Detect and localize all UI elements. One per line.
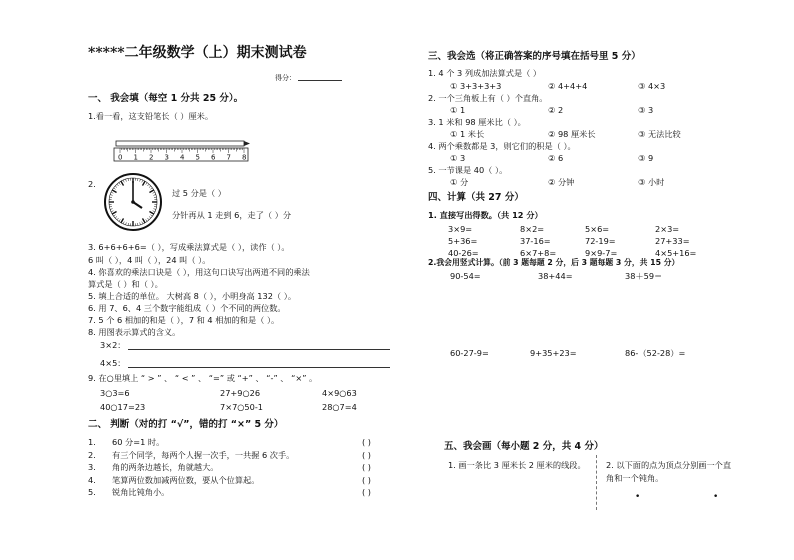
judge-answer-paren[interactable]: ( ) bbox=[362, 487, 371, 497]
q3-text: 3. 6+6+6+6=（ ），写成乘法算式是（ ），读作（ ）。 bbox=[88, 242, 290, 252]
calc-item: 38＋59＝ bbox=[625, 271, 663, 281]
draw-q2b: 角和一个钝角。 bbox=[606, 473, 664, 483]
q4-text-b: 算式是（ ）和（ ）。 bbox=[88, 279, 163, 289]
judge-answer-paren[interactable]: ( ) bbox=[362, 437, 371, 447]
calc-item: 38+44= bbox=[538, 271, 573, 281]
score-line bbox=[298, 80, 342, 81]
judge-number: 1. bbox=[88, 437, 96, 447]
judge-statement: 有三个同学，每两个人握一次手，一共握 6 次手。 bbox=[112, 449, 295, 460]
section2-heading: 二、 判断（对的打 “√”，错的打 “×” 5 分） bbox=[88, 419, 284, 430]
calc-grid-item: 4×5+16= bbox=[655, 248, 697, 258]
choice-opt: ① 3 bbox=[450, 153, 466, 163]
ruler-label: 4 bbox=[180, 153, 185, 162]
ruler-label: 2 bbox=[149, 153, 154, 162]
calc-grid-item: 9×9-7= bbox=[585, 248, 618, 258]
judge-statement: 60 分=1 时。 bbox=[112, 437, 165, 447]
q1-pencil: 1.看一看，这支铅笔长（ ）厘米。 bbox=[88, 111, 214, 121]
choice-opt: ③ 4×3 bbox=[638, 81, 666, 91]
q5-text: 5. 填上合适的单位。 大树高 8（ ），小明身高 132（ ）。 bbox=[88, 291, 297, 301]
calc-sub2: 2.我会用竖式计算。（前 3 题每题 2 分，后 3 题每题 3 分，共 15 分） bbox=[428, 258, 680, 267]
q9-item: 4×9○63 bbox=[322, 388, 357, 398]
q7-text: 7. 5 个 6 相加的和是（ ），7 和 4 相加的和是（ ）。 bbox=[88, 315, 280, 325]
ruler-label: 6 bbox=[211, 153, 216, 162]
q2-line-a: 过 5 分是（ ） bbox=[172, 188, 226, 198]
calc-grid-item: 3×9= bbox=[448, 224, 473, 234]
section5-heading: 五、我会画（每小题 2 分，共 4 分） bbox=[444, 441, 604, 452]
q6-text: 6. 用 7、6、4 三个数字能组成（ ）个不同的两位数。 bbox=[88, 303, 286, 313]
q9-item: 3○3=6 bbox=[100, 388, 130, 398]
q8-item-a: 3×2： bbox=[100, 340, 126, 350]
judge-number: 3. bbox=[88, 462, 96, 472]
choice-opt: ② 2 bbox=[548, 105, 564, 115]
calc-grid-item: 5+36= bbox=[448, 236, 478, 246]
choice-q5: 5. 一节课是 40（ ）。 bbox=[428, 165, 508, 175]
judge-answer-paren[interactable]: ( ) bbox=[362, 462, 371, 472]
choice-opt: ③ 9 bbox=[638, 153, 654, 163]
draw-q2a: 2. 以下面的点为顶点分别画一个直 bbox=[606, 460, 732, 470]
q9-item: 40○17=23 bbox=[100, 402, 146, 412]
choice-q3: 3. 1 米和 98 厘米比（ ）。 bbox=[428, 117, 526, 127]
judge-number: 2. bbox=[88, 449, 96, 460]
calc-grid-item: 8×2= bbox=[520, 224, 545, 234]
clock-image bbox=[103, 172, 163, 232]
calc-grid-item: 2×3= bbox=[655, 224, 680, 234]
draw-divider bbox=[596, 455, 597, 510]
ruler-label: 8 bbox=[242, 153, 247, 162]
choice-opt: ② 4+4+4 bbox=[548, 81, 588, 91]
judge-answer-paren[interactable]: ( ) bbox=[362, 474, 371, 485]
choice-opt: ① 分 bbox=[450, 177, 469, 187]
ruler-label: 7 bbox=[226, 153, 231, 162]
judge-answer-paren[interactable]: ( ) bbox=[362, 449, 371, 460]
choice-opt: ① 3+3+3+3 bbox=[450, 81, 502, 91]
choice-opt: ① 1 bbox=[450, 105, 466, 115]
q8-line-b[interactable] bbox=[128, 367, 390, 368]
calc-sub1: 1. 直接写出得数。（共 12 分） bbox=[428, 210, 543, 220]
q8-line-a[interactable] bbox=[128, 349, 390, 350]
q2-line-b: 分针再从 1 走到 6，走了（ ）分 bbox=[172, 210, 292, 220]
ruler-pencil-image bbox=[112, 140, 252, 162]
calc-grid-item: 5×6= bbox=[585, 224, 610, 234]
choice-opt: ② 6 bbox=[548, 153, 564, 163]
judge-statement: 锐角比钝角小。 bbox=[112, 487, 170, 497]
judge-statement: 笔算两位数加减两位数，要从个位算起。 bbox=[112, 474, 260, 485]
choice-opt: ② 分钟 bbox=[548, 177, 575, 187]
choice-opt: ③ 3 bbox=[638, 105, 654, 115]
choice-q4: 4. 两个乘数都是 3，则它们的积是（ ）。 bbox=[428, 141, 576, 151]
ruler-label: 1 bbox=[133, 153, 138, 162]
score-label: 得分： bbox=[275, 74, 296, 82]
calc-grid-item: 6×7+8= bbox=[520, 248, 557, 258]
choice-q2: 2. 一个三角板上有（ ）个直角。 bbox=[428, 93, 548, 103]
calc-grid-item: 37-16= bbox=[520, 236, 551, 246]
calc-item: 86-（52-28）= bbox=[625, 348, 686, 358]
draw-q1: 1. 画一条比 3 厘米长 2 厘米的线段。 bbox=[448, 460, 586, 470]
q9-item: 27+9○26 bbox=[220, 388, 261, 398]
choice-opt: ③ 无法比较 bbox=[638, 129, 681, 139]
section4-heading: 四、计算（共 27 分） bbox=[428, 192, 524, 203]
judge-number: 4. bbox=[88, 474, 96, 485]
q4-text: 4. 你喜欢的乘法口诀是（ ），用这句口诀写出两道不同的乘法 bbox=[88, 267, 310, 277]
judge-number: 5. bbox=[88, 487, 96, 497]
calc-grid-item: 72-19= bbox=[585, 236, 616, 246]
page-title: *****二年级数学（上）期末测试卷 bbox=[88, 45, 307, 61]
q8-text: 8. 用图表示算式的含义。 bbox=[88, 327, 181, 337]
ruler-label: 0 bbox=[118, 153, 123, 162]
choice-opt: ② 98 厘米长 bbox=[548, 129, 596, 139]
choice-q1: 1. 4 个 3 列成加法算式是（ ） bbox=[428, 68, 542, 78]
q8-item-b: 4×5： bbox=[100, 358, 126, 368]
section1-heading: 一、 我会填（每空 1 分共 25 分）。 bbox=[88, 93, 244, 104]
ruler-label: 5 bbox=[195, 153, 200, 162]
section3-heading: 三、我会选（将正确答案的序号填在括号里 5 分） bbox=[428, 51, 641, 62]
choice-opt: ① 1 米长 bbox=[450, 129, 485, 139]
q2-number: 2. bbox=[88, 179, 96, 189]
calc-grid-item: 27+33= bbox=[655, 236, 690, 246]
q9-item: 7×7○50-1 bbox=[220, 402, 264, 412]
judge-statement: 角的两条边越长，角就越大。 bbox=[112, 462, 219, 472]
calc-item: 9+35+23= bbox=[530, 348, 577, 358]
vertex-dot: • bbox=[713, 492, 719, 502]
calc-grid-item: 40-26= bbox=[448, 248, 479, 258]
q3-text-b: 6 叫（ ），4 叫（ ），24 叫（ ）。 bbox=[88, 255, 211, 265]
q9-text: 9. 在○里填上 “ > ” 、 “ < ” 、 “=” 或 “+” 、 “-” 、 “×” 。 bbox=[88, 373, 318, 383]
calc-item: 90-54= bbox=[450, 271, 481, 281]
calc-item: 60-27-9= bbox=[450, 348, 489, 358]
choice-opt: ③ 小时 bbox=[638, 177, 665, 187]
q9-item: 28○7=4 bbox=[322, 402, 357, 412]
ruler-label: 3 bbox=[164, 153, 169, 162]
vertex-dot: • bbox=[635, 492, 641, 502]
